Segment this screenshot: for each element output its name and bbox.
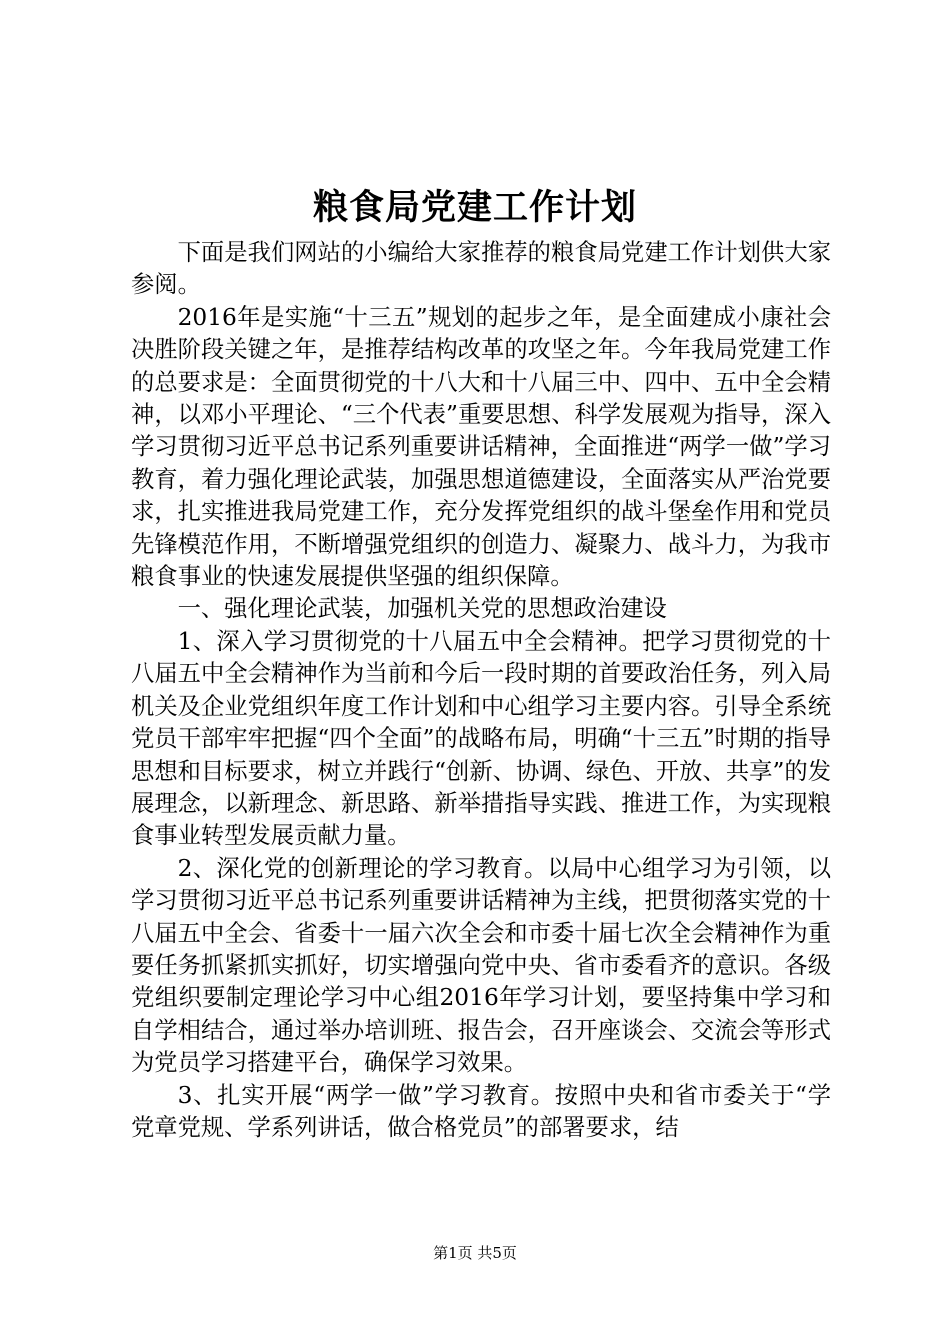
overview-paragraph: 2016年是实施“十三五”规划的起步之年，是全面建成小康社会决胜阶段关键之年，是推荐结构改革的攻坚之年。今年我局党建工作的总要求是：全面贯彻党的十八大和十八届三中、四中、五中全会精神，以邓小平理论、“三个代表”重要思想、科学发展观为指导，深入学习贯彻习近平总书记系列重要讲话精神，全面推进“两学一做”学习教育，着力强化理论武装，加强思想道德建设，全面落实从严治党要求，扎实推进我局党建工作，充分发挥党组织的战斗堡垒作用和党员先锋模范作用，不断增强党组织的创造力、凝聚力、战斗力，为我市粮食事业的快速发展提供坚强的组织保障。	[131, 303, 831, 591]
item-paragraph-3: 3、扎实开展“两学一做”学习教育。按照中央和省市委关于“学党章党规、学系列讲话，做合格党员”的部署要求，结	[131, 1081, 831, 1141]
document-title: 粮食局党建工作计划	[312, 187, 637, 228]
intro-paragraph: 下面是我们网站的小编给大家推荐的粮食局党建工作计划供大家参阅。	[131, 239, 831, 299]
item-paragraph-1: 1、深入学习贯彻党的十八届五中全会精神。把学习贯彻党的十八届五中全会精神作为当前和今后一段时期的首要政治任务，列入局机关及企业党组织年度工作计划和中心组学习主要内容。引导全系统党员干部牢牢把握“四个全面”的战略布局，明确“十三五”时期的指导思想和目标要求，树立并践行“创新、协调、绿色、开放、共享”的发展理念，以新理念、新思路、新举措指导实践、推进工作，为实现粮食事业转型发展贡献力量。	[131, 627, 831, 850]
document-body	[131, 237, 831, 1144]
page-indicator: 第1页 共5页	[433, 1244, 517, 1262]
section-heading: 一、强化理论武装，加强机关党的思想政治建设	[177, 595, 667, 623]
item-paragraph-2: 2、深化党的创新理论的学习教育。以局中心组学习为引领，以学习贯彻习近平总书记系列重要讲话精神为主线，把贯彻落实党的十八届五中全会、省委十一届六次全会和市委十届七次全会精神作为重要任务抓紧抓实抓好，切实增强向党中央、省市委看齐的意识。各级党组织要制定理论学习中心组2016年学习计划，要坚持集中学习和自学相结合，通过举办培训班、报告会，召开座谈会、交流会等形式为党员学习搭建平台，确保学习效果。	[131, 854, 831, 1077]
